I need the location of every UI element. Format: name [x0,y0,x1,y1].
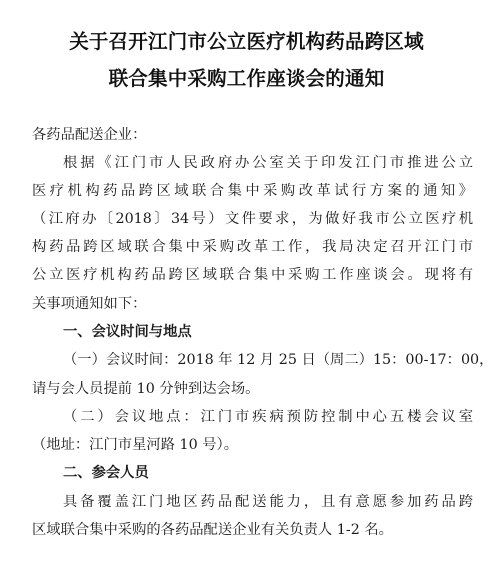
section-1-item-2-line-1: （二）会议地点：江门市疾病预防控制中心五楼会议室 [63,409,473,425]
section-1-item-2-line-2: （地址：江门市星河路 10 号）。 [32,437,238,453]
section-1-item-1-line-2: 请与会人员提前 10 分钟到达会场。 [32,381,260,397]
intro-line-5: 公立医疗机构药品跨区域联合集中采购工作座谈会。现将有 [32,267,473,283]
salutation: 各药品配送企业： [32,127,147,143]
section-1-heading: 一、会议时间与地点 [63,324,192,340]
intro-line-3: （江府办〔2018〕34号）文件要求，为做好我市公立医疗机 [32,211,473,227]
intro-line-4: 构药品跨区域联合集中采购改革工作，我局决定召开江门市 [32,239,473,255]
intro-line-1: 根据《江门市人民政府办公室关于印发江门市推进公立 [63,155,473,171]
section-2-heading: 二、参会人员 [63,465,149,481]
intro-line-6: 关事项通知如下： [32,296,147,312]
document-title-line-2: 联合集中采购工作座谈会的通知 [108,67,385,90]
section-1-item-1-line-1: （一）会议时间：2018 年 12 月 25 日（周二）15：00-17：00， [63,352,493,368]
section-2-line-1: 具备覆盖江门地区药品配送能力，且有意愿参加药品跨 [63,494,473,510]
intro-line-2: 医疗机构药品跨区域联合集中采购改革试行方案的通知》 [32,183,473,199]
section-2-line-2: 区域联合集中采购的各药品配送企业有关负责人 1-2 名。 [32,522,393,538]
document-title-line-1: 关于召开江门市公立医疗机构药品跨区域 [69,30,424,53]
